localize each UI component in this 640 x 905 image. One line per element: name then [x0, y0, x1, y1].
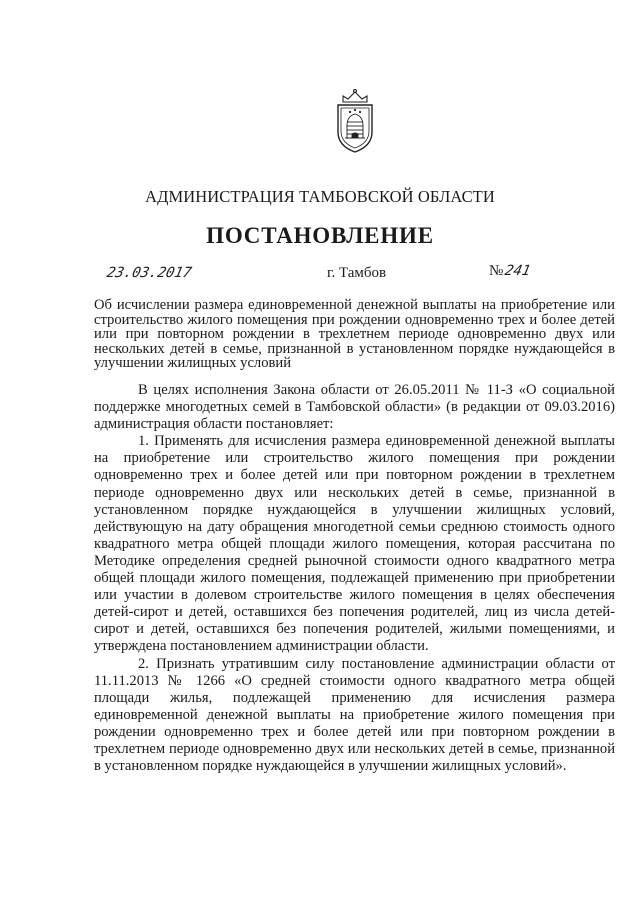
document-subject: Об исчислении размера единовременной денежной выплаты на приобретение или строительство жилого помещения при рождении одновременно трех и более детей или при повторном рождении в трехлетнем периоде одновременно двух или нескольких детей в семье, признанной в установленном порядке нуждающейся в улучшении жилищных условий — [94, 297, 615, 372]
document-body — [94, 382, 615, 775]
number-prefix: № — [489, 263, 504, 279]
handwritten-date: 23.03.2017 — [105, 265, 193, 281]
preamble-paragraph: В целях исполнения Закона области от 26.05.2011 № 11-З «О социальной поддержке многодетных семей в Тамбовской области» (в редакции от 09.03.2016) администрация области постановляет: — [94, 382, 615, 433]
document-number — [489, 263, 531, 280]
organization-name: АДМИНИСТРАЦИЯ ТАМБОВСКОЙ ОБЛАСТИ — [145, 187, 495, 206]
clause-2-paragraph: 2. Признать утратившим силу постановление администрации области от 11.11.2013 № 1266 «О средней стоимости одного квадратного метра общей площади жилья, подлежащей применению для исчисления размера единовременной денежной выплаты на приобретение жилого помещения при рождении одновременно трех и более детей или при повторном рождении в трехлетнем периоде одновременно двух или нескольких детей в семье, признанной в установленном порядке нуждающейся в улучшении жилищных условий». — [94, 655, 615, 775]
document-type-title: ПОСТАНОВЛЕНИЕ — [206, 223, 434, 248]
handwritten-number: 241 — [503, 263, 533, 279]
clause-1-paragraph: 1. Применять для исчисления размера единовременной денежной выплаты на приобретение или строительство жилого помещения при рождении одновременно трех и более детей или при повторном рождении в трехлетнем периоде одновременно двух или нескольких детей в семье, признанной в установленном порядке нуждающейся в улучшении жилищных условий, действующую на дату обращения многодетной семьи среднюю стоимость одного квадратного метра общей площади жилого помещения, которая рассчитана по Методике определения средней рыночной стоимости одного квадратного метра общей площади жилого помещения, подлежащей применению при приобретении или участии в долевом строительстве жилого помещения в целях обеспечения детей-сирот и детей, оставшихся без попечения родителей, лиц из числа детей-сирот и детей, оставшихся без попечения родителей, жилыми помещениями, и утверждена постановлением администрации области. — [94, 433, 615, 655]
coat-of-arms-icon — [330, 88, 380, 154]
document-date — [107, 264, 191, 282]
document-city: г. Тамбов — [327, 265, 387, 281]
